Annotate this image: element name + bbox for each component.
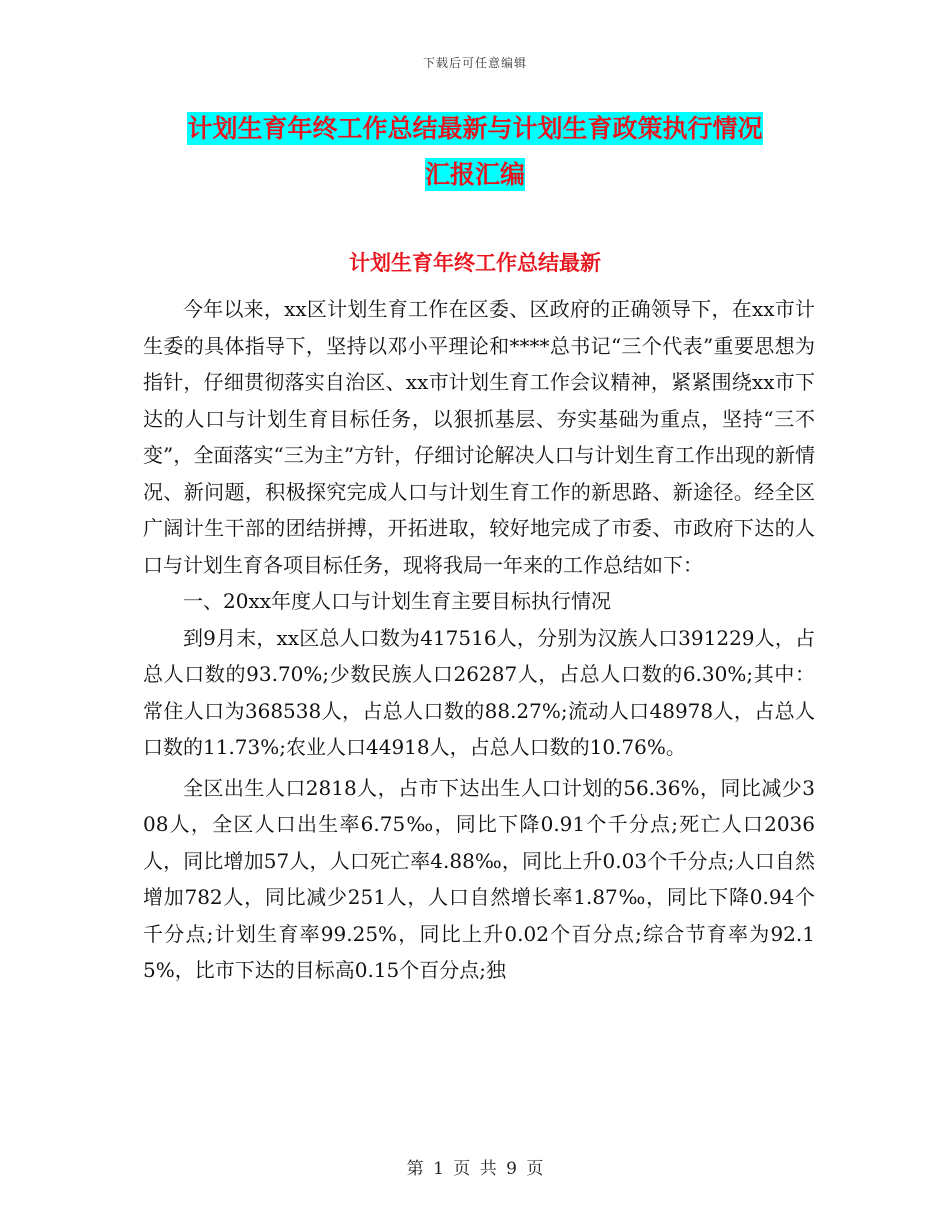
paragraph-birth-stats: 全区出生人口2818人，占市下达出生人口计划的56.36%，同比减少308人，全区人口出生率6.75‰，同比下降0.91个千分点;死亡人口2036人，同比增加57人，人口死亡率4.88‰，同比上升0.03个千分点;人口自然增加782人，同比减少251人，人口自然增长率1.87‰，同比下降0.94个千分点;计划生育率99.25%，同比上升0.02个百分点;综合节育率为92.15%，比市下达的目标高0.15个百分点;独: [143, 775, 815, 982]
page-footer: 第 1 页 共 9 页: [406, 1159, 544, 1179]
paragraph-intro: 今年以来，xx区计划生育工作在区委、区政府的正确领导下，在xx市计生委的具体指导下，坚持以邓小平理论和****总书记“三个代表”重要思想为指针，仔细贯彻落实自治区、xx市计划生育工作会议精神，紧紧围绕xx市下达的人口与计划生育目标任务，以狠抓基层、夯实基础为重点，坚持“三不变”，全面落实“三为主”方针，仔细讨论解决人口与计划生育工作出现的新情况、新问题，积极探究完成人口与计划生育工作的新思路、新途径。经全区广阔计生干部的团结拼搏，开拓进取，较好地完成了市委、市政府下达的人口与计划生育各项目标任务，现将我局一年来的工作总结如下：: [143, 297, 815, 577]
body-text: [143, 291, 815, 989]
section-title: 计划生育年终工作总结最新: [349, 250, 601, 275]
document-title-line-2: 汇报汇编: [424, 160, 525, 189]
header-note: 下载后可任意编辑: [422, 56, 527, 70]
document-title-line-1: 计划生育年终工作总结最新与计划生育政策执行情况: [187, 114, 763, 143]
paragraph-heading-1: 一、20xx年度人口与计划生育主要目标执行情况: [183, 589, 612, 613]
paragraph-population: 到9月末，xx区总人口数为417516人，分别为汉族人口391229人，占总人口数的93.70%;少数民族人口26287人，占总人口数的6.30%;其中：常住人口为368538人，占总人口数的88.27%;流动人口48978人，占总人口数的11.73%;农业人口44918人，占总人口数的10.76%。: [143, 625, 815, 759]
document-title: [0, 106, 950, 198]
